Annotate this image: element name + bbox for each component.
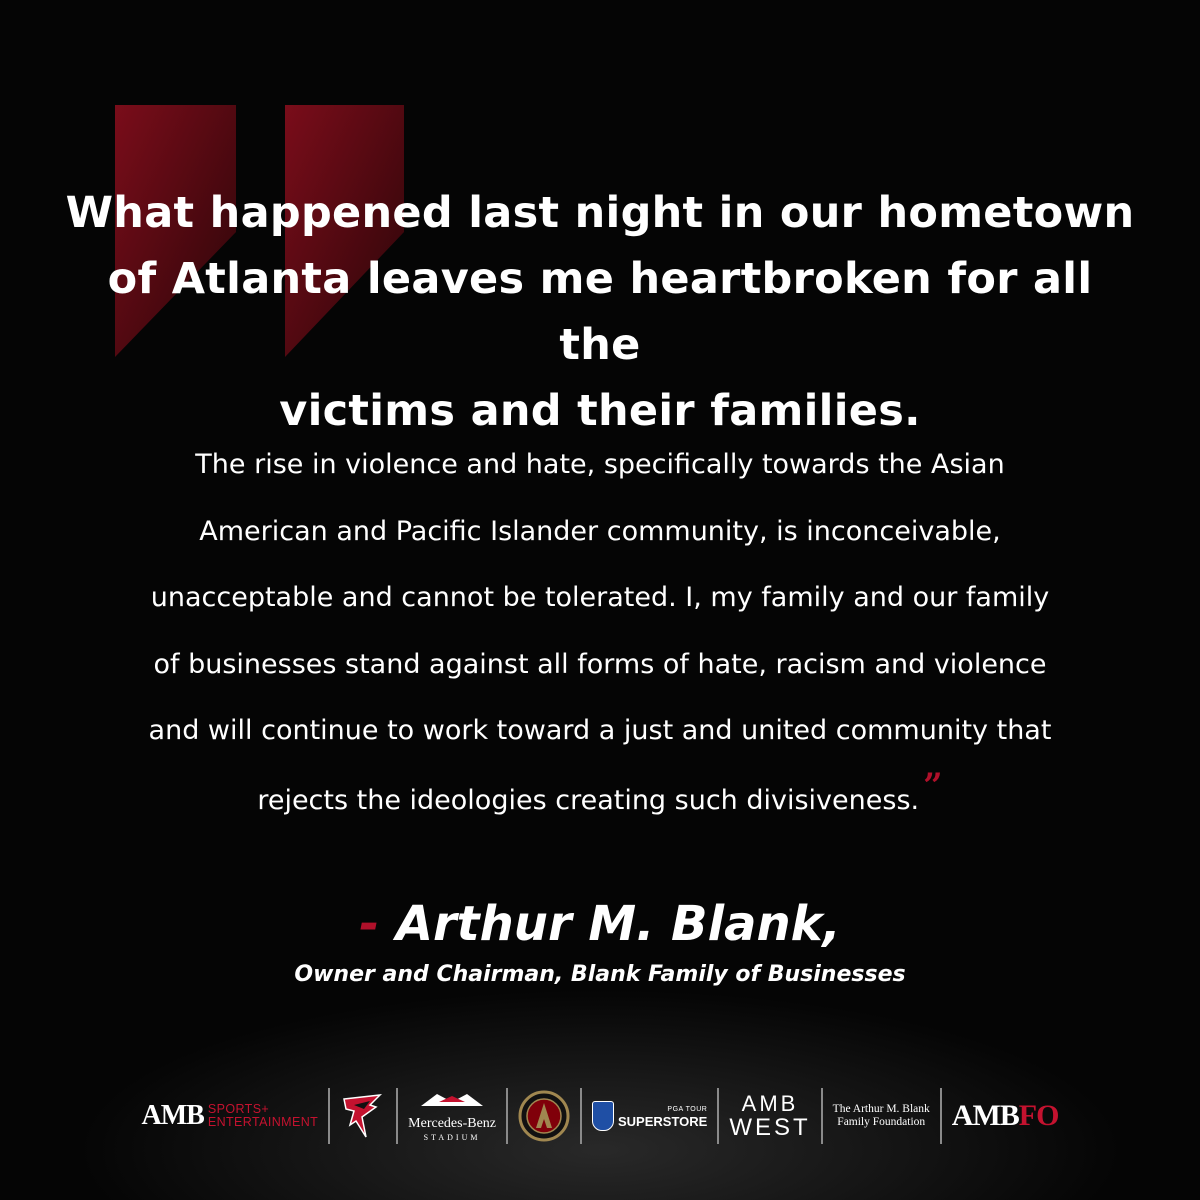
body-line: American and Pacific Islander community, is inconceivable, [199, 515, 1001, 547]
body-line: unacceptable and cannot be tolerated. I, my family and our family [150, 582, 1050, 613]
amb-west-logo [719, 1082, 820, 1150]
attribution-dash: - [359, 896, 380, 952]
mercedes-name: Mercedes-Benz [408, 1116, 496, 1131]
atlanta-united-crest-icon [508, 1082, 580, 1150]
amb-sports-entertainment-logo [132, 1082, 329, 1150]
ambfo-red: FO [1018, 1099, 1059, 1132]
ambfo-logo [942, 1082, 1069, 1150]
body-line: and will continue to work toward a just and united community that [148, 715, 1052, 746]
foundation-line: Family Foundation [837, 1116, 926, 1128]
headline [60, 180, 1140, 444]
mercedes-sub: STADIUM [423, 1133, 481, 1142]
body-line-last [60, 765, 1140, 835]
pga-small: PGA TOUR [667, 1106, 708, 1113]
amb-west-top: AMB [741, 1091, 799, 1116]
stadium-roof-icon [417, 1090, 487, 1110]
headline-line: What happened last night in our hometown [65, 188, 1135, 238]
body-line: rejects the ideologies creating such divisiveness. [257, 784, 920, 816]
amb-west-bottom: WEST [729, 1114, 811, 1141]
headline-line: victims and their families. [279, 386, 921, 436]
amb-se-subtitle [208, 1103, 318, 1129]
pga-big: SUPERSTORE [618, 1114, 708, 1129]
logo-bar [60, 1082, 1140, 1150]
amb-wordmark: AMB [141, 1100, 204, 1131]
body-line: The rise in violence and hate, specifically towards the Asian [195, 449, 1005, 480]
pga-shield-icon [592, 1101, 614, 1131]
statement-body [60, 432, 1140, 834]
foundation-line: The Arthur M. Blank [832, 1103, 930, 1115]
amb-se-line: SPORTS+ [207, 1102, 270, 1116]
body-line: of businesses stand against all forms of hate, racism and violence [153, 648, 1047, 680]
amb-se-line: ENTERTAINMENT [207, 1115, 319, 1129]
ambfo-white: AMB [951, 1099, 1019, 1132]
close-quote-mark-icon: ” [923, 765, 943, 806]
falcons-logo-icon [330, 1082, 396, 1150]
attribution-name [0, 892, 1200, 956]
arthur-blank-foundation-logo [823, 1082, 940, 1150]
pga-text [618, 1104, 707, 1128]
author-name: Arthur M. Blank, [395, 896, 841, 952]
pga-tour-superstore-logo [582, 1082, 717, 1150]
author-title: Owner and Chairman, Blank Family of Businesses [294, 962, 906, 987]
mercedes-benz-stadium-logo [398, 1082, 506, 1150]
headline-line: of Atlanta leaves me heartbroken for all the [107, 254, 1093, 370]
